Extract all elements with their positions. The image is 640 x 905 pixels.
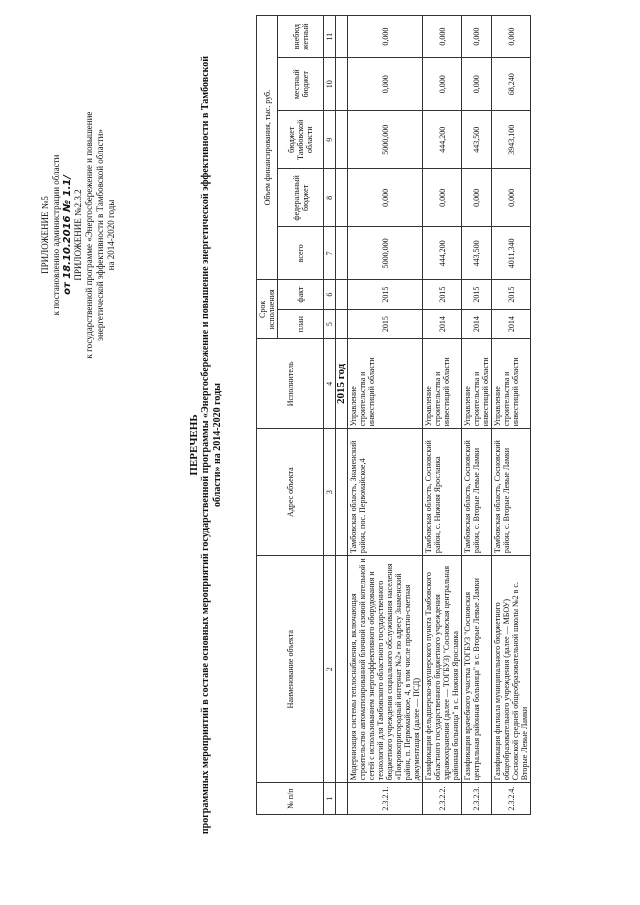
row-federal: 0,000 bbox=[492, 169, 531, 227]
row-federal: 0,000 bbox=[423, 169, 462, 227]
header-period: Срок исполнения bbox=[257, 280, 278, 339]
table-row bbox=[348, 16, 423, 815]
header-local: местный бюджет bbox=[278, 58, 324, 111]
column-number: 4 bbox=[324, 339, 336, 429]
row-name: Газификация фельдшерско-акушерского пункта Тамбовского областного государственного бюджетного учреждения здравоохранения (далее — ТОГБУЗ) "Сосновская центральная районная больница" в с. Нижняя Ярославка bbox=[423, 556, 462, 783]
appendix-line: к государственной программе «Энергосбережение и повышение bbox=[84, 111, 94, 359]
row-plan: 2014 bbox=[462, 309, 492, 339]
header-plan: план bbox=[278, 309, 324, 339]
row-name: Газификация врачебного участка ТОГБУЗ "Сосновская центральная районная больница" в с. Вторые Левые Ламки bbox=[462, 556, 492, 783]
appendix-line: на 2014-2020 годы bbox=[106, 199, 116, 271]
row-local: 0,000 bbox=[423, 58, 462, 111]
row-num: 2.3.2.2. bbox=[423, 783, 462, 815]
row-executor: Управление строительства и инвестиций области bbox=[348, 339, 423, 429]
row-executor: Управление строительства и инвестиций области bbox=[423, 339, 462, 429]
row-num: 2.3.2.4. bbox=[492, 783, 531, 815]
row-plan: 2014 bbox=[492, 309, 531, 339]
row-num: 2.3.2.3. bbox=[462, 783, 492, 815]
table-row bbox=[492, 16, 531, 815]
row-federal: 0,000 bbox=[348, 169, 423, 227]
appendix-block bbox=[40, 85, 117, 385]
column-number: 1 bbox=[324, 783, 336, 815]
row-fact: 2015 bbox=[423, 280, 462, 310]
column-number: 8 bbox=[324, 169, 336, 227]
measures-table bbox=[256, 15, 531, 815]
row-name: Модернизация системы теплоснабжения, включающая строительство автоматизированной блочной газовой котельной и сетей с использованием энергоэффективного оборудования и технологий для Тамбовского областного государственного бюджетного учреждения социального обслуживания населения «Покровопригородный интернат №2» по адресу Знаменский район, п. Первомайское, 4, в том числе проектно-сметная документация (далее — ПСД) bbox=[348, 556, 423, 783]
header-name: Наименование объекта bbox=[257, 556, 324, 783]
row-offbudget: 0,000 bbox=[348, 16, 423, 58]
row-name: Газификация филиала муниципального бюджетного общеобразовательного учреждения (далее — МБОУ) Сосновской средней общеобразовательной школы №2 в с. Вторые Левые Ламки bbox=[492, 556, 531, 783]
row-plan: 2014 bbox=[423, 309, 462, 339]
title-heading: ПЕРЕЧЕНЬ bbox=[188, 414, 200, 476]
row-local: 0,000 bbox=[462, 58, 492, 111]
row-total: 4011,340 bbox=[492, 227, 531, 280]
row-federal: 0,000 bbox=[462, 169, 492, 227]
year-label: 2015 год bbox=[336, 339, 348, 429]
header-address: Адрес объекта bbox=[257, 429, 324, 556]
row-offbudget: 0,000 bbox=[492, 16, 531, 58]
row-fact: 2015 bbox=[348, 280, 423, 310]
row-plan: 2015 bbox=[348, 309, 423, 339]
appendix-line: ПРИЛОЖЕНИЕ №2.3.2 bbox=[73, 189, 83, 281]
header-num: № п/п bbox=[257, 783, 324, 815]
table-row bbox=[423, 16, 462, 815]
column-number: 11 bbox=[324, 16, 336, 58]
header-federal: федеральный бюджет bbox=[278, 169, 324, 227]
row-fact: 2015 bbox=[462, 280, 492, 310]
table-row bbox=[462, 16, 492, 815]
row-address: Тамбовская область, Сосновский район, с. Вторые Левые Ламки bbox=[462, 429, 492, 556]
appendix-line: ПРИЛОЖЕНИЕ №5 bbox=[40, 196, 50, 274]
row-address: Тамбовская область, Сосновский район, с. Нижняя Ярославка bbox=[423, 429, 462, 556]
row-local: 0,000 bbox=[348, 58, 423, 111]
title-line: программных мероприятий в составе основных мероприятий государственной программы «Энергосбережение и повышение энергетической эффективности в Тамбовской bbox=[200, 55, 211, 835]
document-title bbox=[188, 15, 224, 875]
row-regional: 444,200 bbox=[423, 111, 462, 169]
row-regional: 3943,100 bbox=[492, 111, 531, 169]
row-address: Тамбовская область, Знаменский район, пос. Первомайское,4 bbox=[348, 429, 423, 556]
row-executor: Управление строительства и инвестиций области bbox=[462, 339, 492, 429]
column-number: 5 bbox=[324, 309, 336, 339]
column-number: 2 bbox=[324, 556, 336, 783]
row-offbudget: 0,000 bbox=[423, 16, 462, 58]
header-regional: бюджет Тамбовской области bbox=[278, 111, 324, 169]
row-local: 68,240 bbox=[492, 58, 531, 111]
row-address: Тамбовская область, Сосновский район, с. Вторые Левые Ламки bbox=[492, 429, 531, 556]
row-fact: 2015 bbox=[492, 280, 531, 310]
row-executor: Управление строительства и инвестиций области bbox=[492, 339, 531, 429]
signature-date: от 18.10.2016 № 1.1/ bbox=[62, 175, 73, 295]
header-executor: Исполнитель bbox=[257, 339, 324, 429]
row-total: 444,200 bbox=[423, 227, 462, 280]
row-num: 2.3.2.1. bbox=[348, 783, 423, 815]
row-regional: 5000,000 bbox=[348, 111, 423, 169]
header-fact: факт bbox=[278, 280, 324, 310]
column-number: 3 bbox=[324, 429, 336, 556]
row-offbudget: 0,000 bbox=[462, 16, 492, 58]
row-regional: 443,500 bbox=[462, 111, 492, 169]
column-number: 10 bbox=[324, 58, 336, 111]
column-number-row bbox=[324, 16, 336, 815]
column-number: 7 bbox=[324, 227, 336, 280]
title-line: области» на 2014-2020 годы bbox=[212, 383, 223, 507]
column-number: 9 bbox=[324, 111, 336, 169]
appendix-line: энергетической эффективности в Тамбовской области» bbox=[95, 129, 105, 341]
appendix-line: к постановлению администрации области bbox=[51, 154, 61, 316]
row-total: 443,500 bbox=[462, 227, 492, 280]
column-number: 6 bbox=[324, 280, 336, 310]
header-total: всего bbox=[278, 227, 324, 280]
row-total: 5000,000 bbox=[348, 227, 423, 280]
header-funding: Объем финансирования, тыс. руб. bbox=[257, 16, 278, 280]
header-offbudget: внебюд жетный bbox=[278, 16, 324, 58]
